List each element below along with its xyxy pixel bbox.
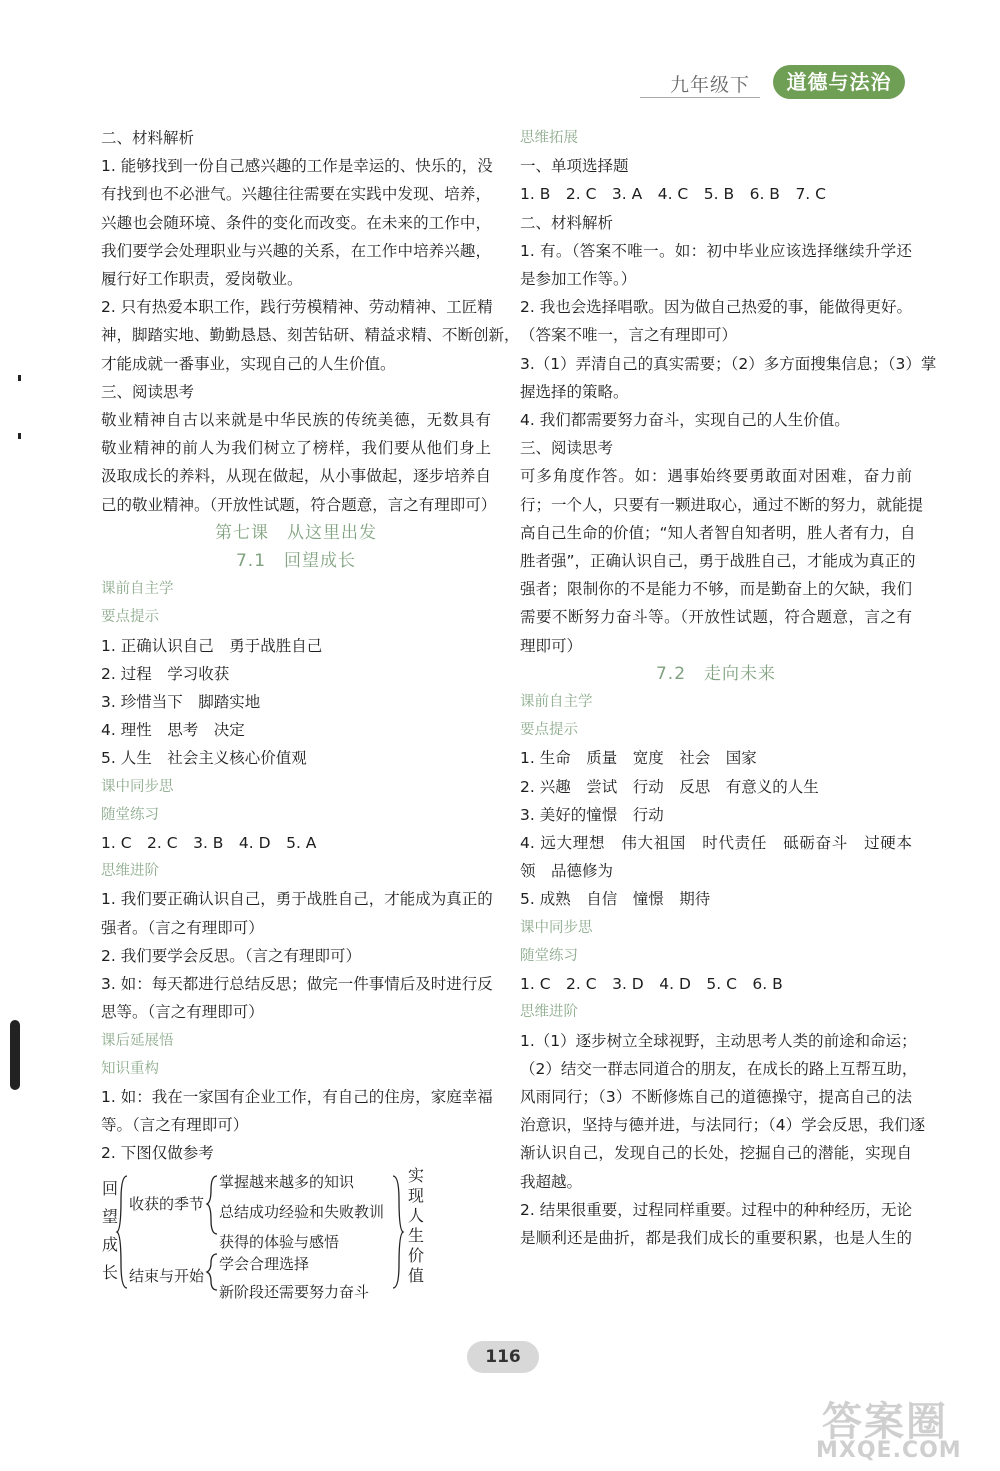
text-line: 三、阅读思考 [101, 382, 195, 401]
brace-mark [117, 1176, 127, 1288]
brace-mark [207, 1176, 217, 1234]
text-line: 3. 珍惜当下 脚踏实地 [101, 693, 261, 712]
header-divider [640, 97, 760, 98]
text-line: 二、材料解析 [101, 129, 195, 147]
text-line: 履行好工作职责，爱岗敬业。 [101, 270, 303, 289]
section-label: 课中同步思 [520, 919, 593, 936]
text-line: 3. 美好的憧憬 行动 [520, 805, 664, 824]
diagram-root-char: 望 [101, 1206, 118, 1226]
diagram-root-char: 回 [101, 1178, 118, 1198]
text-line: 有找到也不必泄气。兴趣往往需要在实践中发现、培养， [101, 185, 491, 204]
diagram-branch: 收获的季节 [129, 1194, 205, 1213]
text-line: 己的敬业精神。（开放性试题，符合题意，言之有理即可） [101, 495, 497, 514]
diagram-braces [101, 1170, 491, 1300]
diagram-branch: 结束与开始 [129, 1266, 205, 1285]
text-line: 我超越。 [520, 1172, 583, 1191]
brace-mark [207, 1254, 217, 1290]
section-label: 要点提示 [101, 609, 159, 626]
diagram-root-char: 成 [101, 1234, 118, 1254]
text-line: 强者；限制你的不是能力不够，而是勤奋上的欠缺，我们 [520, 580, 912, 599]
diagram-item: 掌握越来越多的知识 [219, 1172, 355, 1191]
text-line: 一、单项选择题 [520, 157, 629, 176]
text-line: 神，脚踏实地、勤勤恳恳、刻苦钻研、精益求精、不断创新， [101, 326, 520, 345]
scan-edge-mark [10, 1020, 20, 1090]
text-line: 敬业精神的前人为我们树立了榜样，我们要从他们身上 [101, 439, 491, 458]
text-line: 是顺利还是曲折，都是我们成长的重要积累，也是人生的 [520, 1228, 912, 1247]
diagram-result-char: 人 [407, 1205, 424, 1225]
lesson-title: 7.1 回望成长 [235, 551, 357, 572]
section-label: 要点提示 [520, 722, 578, 739]
text-line: 领 品德修为 [520, 862, 614, 881]
text-line: 4. 理性 思考 决定 [101, 721, 245, 740]
lesson-title: 第七课 从这里出发 [215, 522, 377, 543]
diagram-result-char: 价 [407, 1245, 424, 1265]
header-grade: 九年级下 [670, 74, 751, 96]
text-line: 二、材料解析 [520, 213, 614, 232]
text-line: 5. 人生 社会主义核心价值观 [101, 749, 307, 768]
text-line: 1. 能够找到一份自己感兴趣的工作是幸运的、快乐的，没 [101, 157, 493, 176]
text-line: 2. 我也会选择唱歌。因为做自己热爱的事，能做得更好。 [520, 298, 912, 317]
section-label: 思维进阶 [101, 863, 159, 880]
text-line: 行；一个人，只要有一颗进取心，通过不断的努力，就能提 [520, 495, 924, 514]
diagram-item: 总结成功经验和失败教训 [219, 1202, 385, 1221]
text-line: 才能成就一番事业，实现自己的人生价值。 [101, 354, 396, 373]
diagram-result-char: 值 [407, 1265, 424, 1285]
text-line: 1. 生命 质量 宽度 社会 国家 [520, 749, 757, 768]
text-line: （答案不唯一，言之有理即可） [520, 326, 738, 345]
text-line: 4. 我们都需要努力奋斗，实现自己的人生价值。 [520, 411, 850, 430]
diagram-item: 学会合理选择 [219, 1254, 310, 1273]
text-line: 2. 只有热爱本职工作，践行劳模精神、劳动精神、工匠精 [101, 298, 493, 317]
text-line: 2. 结果很重要，过程同样重要。过程中的种种经历，无论 [520, 1200, 912, 1219]
text-line: 3.（1）弄清自己的真实需要；（2）多方面搜集信息；（3）掌 [520, 354, 937, 373]
section-label: 思维进阶 [520, 1004, 578, 1021]
text-line: 1. 我们要正确认识自己，勇于战胜自己，才能成为真正的 [101, 890, 493, 909]
text-line: 我们要学会处理职业与兴趣的关系，在工作中培养兴趣， [101, 241, 491, 260]
text-line: 1. B 2. C 3. A 4. C 5. B 6. B 7. C [520, 185, 826, 204]
text-line: 5. 成熟 自信 憧憬 期待 [520, 890, 711, 909]
page-number: 116 [467, 1341, 539, 1373]
text-line: 1. C 2. C 3. D 4. D 5. C 6. B [520, 975, 783, 994]
text-line: 2. 我们要学会反思。（言之有理即可） [101, 946, 361, 965]
text-line: 兴趣也会随环境、条件的变化而改变。在未来的工作中， [101, 213, 491, 232]
watermark-text: 答案圈 [822, 1399, 948, 1445]
text-line: 高自己生命的价值；“知人者智自知者明，胜人者有力，自 [520, 523, 916, 542]
text-line: 风雨同行；（3）不断修炼自己的道德操守，提高自己的法 [520, 1087, 912, 1106]
diagram-item: 新阶段还需要努力奋斗 [219, 1282, 370, 1301]
text-line: 渐认识自己，发现自己的长处，挖掘自己的潜能，实现自 [520, 1144, 912, 1163]
scan-edge-dot [18, 375, 21, 381]
diagram-result-char: 现 [407, 1185, 424, 1205]
text-line: 理即可） [520, 636, 583, 655]
text-line: 2. 兴趣 尝试 行动 反思 有意义的人生 [520, 777, 819, 796]
knowledge-diagram [101, 1165, 491, 1301]
text-line: 1. 正确认识自己 勇于战胜自己 [101, 636, 323, 655]
section-label: 课前自主学 [101, 581, 174, 598]
text-line: 2. 过程 学习收获 [101, 664, 230, 683]
text-line: 需要不断努力奋斗等。（开放性试题，符合题意，言之有 [520, 608, 912, 627]
text-line: 三、阅读思考 [520, 439, 614, 458]
text-line: 敬业精神自古以来就是中华民族的传统美德，无数具有 [101, 411, 491, 430]
text-line: 1. 如：我在一家国有企业工作，有自己的住房，家庭幸福 [101, 1087, 493, 1106]
text-line: 1. 有。（答案不唯一。如：初中毕业应该选择继续升学还 [520, 241, 912, 260]
scan-edge-dot [18, 433, 21, 439]
text-line: 汲取成长的养料，从现在做起，从小事做起，逐步培养自 [101, 467, 491, 486]
text-line: 强者。（言之有理即可） [101, 918, 264, 937]
watermark-url: MXQE.COM [816, 1438, 962, 1463]
text-line: 可多角度作答。如：遇事始终要勇敢面对困难，奋力前 [520, 467, 912, 486]
diagram-result-char: 实 [407, 1165, 424, 1185]
diagram-result-char: 生 [407, 1225, 424, 1245]
text-line: 3. 如：每天都进行总结反思；做完一件事情后及时进行反 [101, 975, 493, 994]
section-label: 知识重构 [101, 1060, 159, 1077]
text-line: 2. 下图仅做参考 [101, 1144, 214, 1163]
text-line: （2）结交一群志同道合的朋友，在成长的路上互帮互助， [520, 1059, 918, 1078]
section-label: 课前自主学 [520, 694, 593, 711]
left-column [101, 124, 520, 1301]
text-line: 握选择的策略。 [520, 382, 629, 401]
text-line: 等。（言之有理即可） [101, 1116, 249, 1135]
text-line: 治意识，坚持与德并进，与法同行；（4）学会反思，我们逐 [520, 1116, 926, 1135]
text-line: 是参加工作等。） [520, 270, 637, 289]
section-label: 随堂练习 [101, 806, 159, 823]
diagram-root-char: 长 [101, 1262, 118, 1282]
section-label: 课中同步思 [101, 778, 174, 795]
section-label: 随堂练习 [520, 947, 578, 964]
section-label: 思维拓展 [520, 130, 578, 146]
text-line: 4. 远大理想 伟大祖国 时代责任 砥砺奋斗 过硬本 [520, 834, 912, 853]
text-line: 1.（1）逐步树立全球视野，主动思考人类的前途和命运； [520, 1031, 917, 1050]
diagram-item: 获得的体验与感悟 [219, 1232, 340, 1251]
text-line: 胜者强”，正确认识自己，勇于战胜自己，才能成为真正的 [520, 552, 916, 571]
text-line: 思等。（言之有理即可） [101, 1003, 264, 1022]
right-column [520, 124, 937, 1252]
text-line: 1. C 2. C 3. B 4. D 5. A [101, 834, 317, 853]
section-label: 课后延展悟 [101, 1032, 174, 1049]
lesson-title: 7.2 走向未来 [655, 663, 777, 684]
subject-badge: 道德与法治 [773, 65, 905, 99]
brace-mark [393, 1176, 403, 1288]
